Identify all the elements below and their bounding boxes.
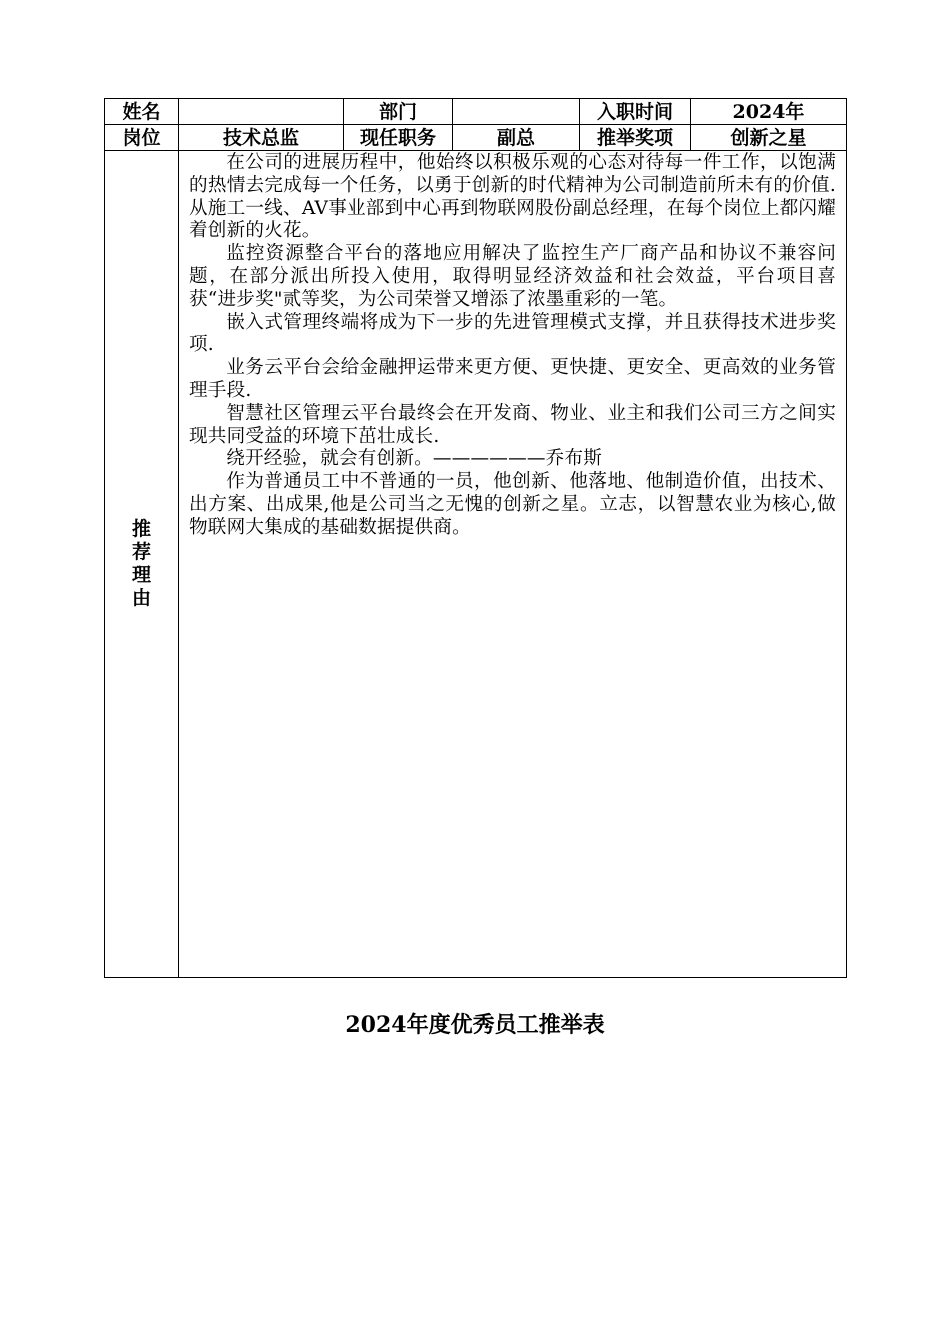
position-value: 技术总监 [179,125,344,151]
name-label: 姓名 [105,99,179,125]
hire-date-label: 入职时间 [580,99,691,125]
form-row-reason [105,151,847,978]
reason-label: 推荐理由 [131,518,151,609]
reason-paragraph: 在公司的进展历程中，他始终以积极乐观的心态对待每一件工作，以饱满的热情去完成每一个任务，以勇于创新的时代精神为公司制造前所未有的价值.从施工一线、AV事业部到中心再到物联网股份副总经理，在每个岗位上都闪耀着创新的火花。 [189,152,836,242]
department-label: 部门 [344,99,453,125]
reason-paragraph: 监控资源整合平台的落地应用解决了监控生产厂商产品和协议不兼容问题，在部分派出所投入使用，取得明显经济效益和社会效益，平台项目喜获“进步奖"贰等奖，为公司荣誉又增添了浓墨重彩的一笔。 [189,243,836,310]
form-row-1 [105,99,847,125]
form-row-2 [105,125,847,151]
nomination-form-table [104,98,847,978]
reason-paragraph: 作为普通员工中不普通的一员，他创新、他落地、他制造价值，出技术、出方案、出成果,他是公司当之无愧的创新之星。立志，以智慧农业为核心,做物联网大集成的基础数据提供商。 [189,471,836,538]
award-label: 推举奖项 [580,125,691,151]
reason-body [179,151,846,540]
reason-paragraph: 业务云平台会给金融押运带来更方便、更快捷、更安全、更高效的业务管理手段. [189,357,836,401]
current-title-value: 副总 [453,125,580,151]
hire-date-value: 2024年 [691,99,847,125]
reason-paragraph: 绕开经验，就会有创新。——————乔布斯 [226,448,603,470]
award-value: 创新之星 [691,125,847,151]
position-label: 岗位 [105,125,179,151]
document-title: 2024年度优秀员工推举表 [345,1012,605,1038]
department-value [453,99,580,125]
reason-paragraph: 智慧社区管理云平台最终会在开发商、物业、业主和我们公司三方之间实现共同受益的环境下茁壮成长. [189,402,836,447]
current-title-label: 现任职务 [344,125,453,151]
name-value [179,99,344,125]
reason-label-cell [105,151,179,978]
reason-paragraph: 嵌入式管理终端将成为下一步的先进管理模式支撑，并且获得技术进步奖项. [189,311,836,356]
reason-content-cell [179,151,847,978]
